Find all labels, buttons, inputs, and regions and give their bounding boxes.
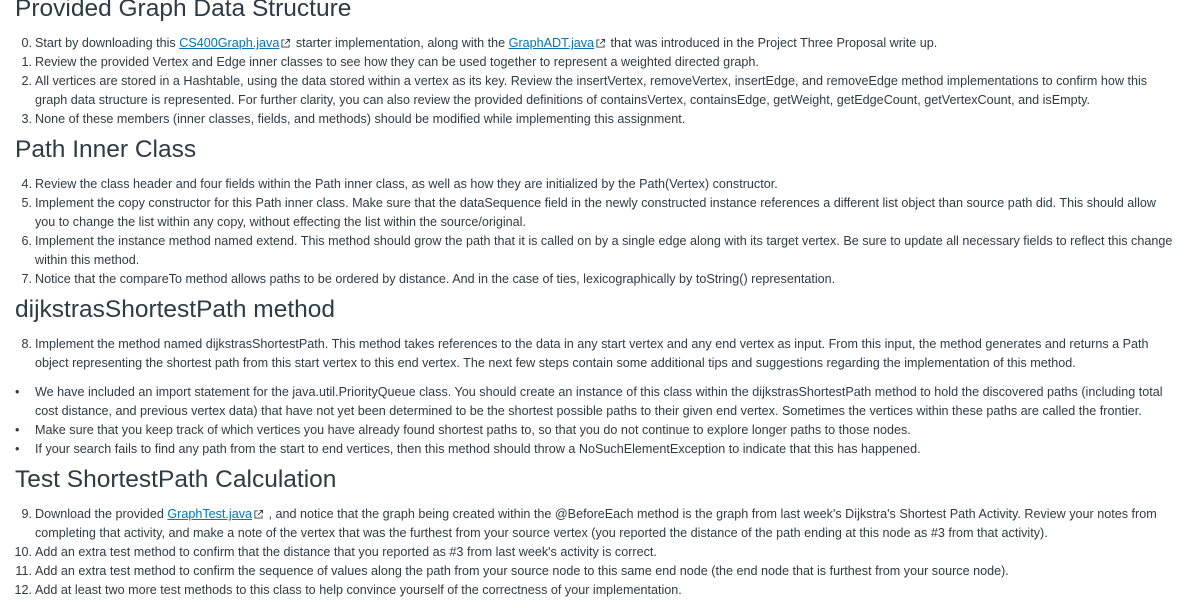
tip-text: Make sure that you keep track of which vertices you have already found shortest paths to, so that you do not continue to explore longer paths to those nodes. xyxy=(35,423,911,437)
step-1 xyxy=(15,53,1175,72)
step-9 xyxy=(15,505,1175,543)
step-text: All vertices are stored in a Hashtable, using the data stored within a vertex as its key. Review the insertVertex, removeVertex, insertEdge, and removeEdge method implementations to confirm how this graph data structure is represented. For further clarity, you can also review the provided definitions of containsVertex, containsEdge, getWeight, getEdgeCount, getVertexCount, and isEmpty. xyxy=(35,74,1148,107)
step-4 xyxy=(15,175,1175,194)
step-text: Start by downloading this xyxy=(35,36,180,50)
heading-provided-graph: Provided Graph Data Structure xyxy=(15,0,352,22)
step-number: 8. xyxy=(21,337,32,351)
step-text: that was introduced in the Project Three Proposal write up. xyxy=(607,36,938,50)
step-10 xyxy=(15,543,1175,562)
section-provided-graph xyxy=(15,0,1175,129)
tip-item xyxy=(15,421,1175,440)
graphtest-link[interactable]: GraphTest.java xyxy=(167,507,253,521)
section-dijkstras-method xyxy=(15,295,1175,459)
step-number: 3. xyxy=(21,112,32,126)
heading-path-inner-class: Path Inner Class xyxy=(15,136,197,163)
step-text: Implement the instance method named extend. This method should grow the path that it is called on by a single edge along with its target vertex. Be sure to update all necessary fields to reflect this change within this method. xyxy=(35,234,1173,267)
tip-text: We have included an import statement for the java.util.PriorityQueue class. You should create an instance of this class within the dijkstrasShortestPath method to hold the discovered paths (including total cost distance, and previous vertex data) that have not yet been determined to be the shortest possible paths to their given end vertex. Sometimes the vertices within these paths are called the frontier. xyxy=(35,385,1163,418)
cs400graph-link[interactable]: CS400Graph.java xyxy=(179,36,280,50)
step-5 xyxy=(15,194,1175,232)
step-text: Implement the copy constructor for this Path inner class. Make sure that the dataSequence field in the newly constructed instance references a different list object than source path did. This should allow you to change the list within any copy, without effecting the list within the source/original. xyxy=(35,196,1156,229)
steps-list xyxy=(15,34,1175,129)
step-2 xyxy=(15,72,1175,110)
tip-item xyxy=(15,383,1175,421)
heading-test-shortest-path: Test ShortestPath Calculation xyxy=(15,466,337,493)
step-8 xyxy=(15,335,1175,373)
step-0 xyxy=(15,34,1175,53)
steps-list xyxy=(15,335,1175,373)
step-number: 6. xyxy=(21,234,32,248)
step-number: 11. xyxy=(15,564,32,578)
step-number: 4. xyxy=(21,177,32,191)
step-text: starter implementation, along with the xyxy=(292,36,509,50)
step-text: Review the provided Vertex and Edge inner classes to see how they can be used together to represent a weighted directed graph. xyxy=(35,55,759,69)
section-path-inner-class xyxy=(15,135,1175,289)
step-11 xyxy=(15,562,1175,581)
step-text: Notice that the compareTo method allows paths to be ordered by distance. And in the case of ties, lexicographically by toString() representation. xyxy=(35,272,836,286)
bullet: • xyxy=(15,442,20,456)
step-text: Add an extra test method to confirm that the distance that you reported as #3 from last week's activity is correct. xyxy=(35,545,657,559)
step-text: Add at least two more test methods to this class to help convince yourself of the correctness of your implementation. xyxy=(35,583,682,597)
tip-text: If your search fails to find any path from the start to end vertices, then this method should throw a NoSuchElementException to indicate that this has happened. xyxy=(35,442,921,456)
assignment-content xyxy=(15,0,1175,606)
tips-list xyxy=(15,383,1175,459)
step-text: Implement the method named dijkstrasShortestPath. This method takes references to the data in any start vertex and any end vertex as input. From this input, the method generates and returns a Path object representing the shortest path from this start vertex to this end vertex. The next few steps contain some additional tips and suggestions regarding the implementation of this method. xyxy=(35,337,1149,370)
bullet: • xyxy=(15,385,20,399)
heading-dijkstras-method: dijkstrasShortestPath method xyxy=(15,296,336,323)
step-number: 2. xyxy=(21,74,32,88)
bullet: • xyxy=(15,423,20,437)
step-text: Add an extra test method to confirm the sequence of values along the path from your source node to this same end node (the end node that is furthest from your source node). xyxy=(35,564,1009,578)
external-link-icon xyxy=(281,39,290,48)
step-text: None of these members (inner classes, fields, and methods) should be modified while implementing this assignment. xyxy=(35,112,686,126)
step-6 xyxy=(15,232,1175,270)
step-12 xyxy=(15,581,1175,600)
step-text: Review the class header and four fields within the Path inner class, as well as how they are initialized by the Path(Vertex) constructor. xyxy=(35,177,778,191)
step-number: 7. xyxy=(21,272,32,286)
step-text: , and notice that the graph being created within the @BeforeEach method is the graph from last week's Dijkstra's Shortest Path Activity. Review your notes from completing that activity, and make a note of the vertex that was the furthest from your source vertex (you reported the distance of the path ending at this node as #3 from that activity). xyxy=(35,507,1157,540)
step-number: 5. xyxy=(21,196,32,210)
tip-item xyxy=(15,440,1175,459)
step-text: Download the provided xyxy=(35,507,168,521)
graphadt-link[interactable]: GraphADT.java xyxy=(508,36,595,50)
external-link-icon xyxy=(254,510,263,519)
steps-list xyxy=(15,505,1175,600)
step-7 xyxy=(15,270,1175,289)
step-number: 0. xyxy=(21,36,32,50)
external-link-icon xyxy=(596,39,605,48)
steps-list xyxy=(15,175,1175,289)
section-test-shortest-path xyxy=(15,465,1175,600)
step-number: 1. xyxy=(21,55,32,69)
step-number: 12. xyxy=(14,583,32,597)
step-3 xyxy=(15,110,1175,129)
step-number: 9. xyxy=(21,507,32,521)
step-number: 10. xyxy=(14,545,32,559)
